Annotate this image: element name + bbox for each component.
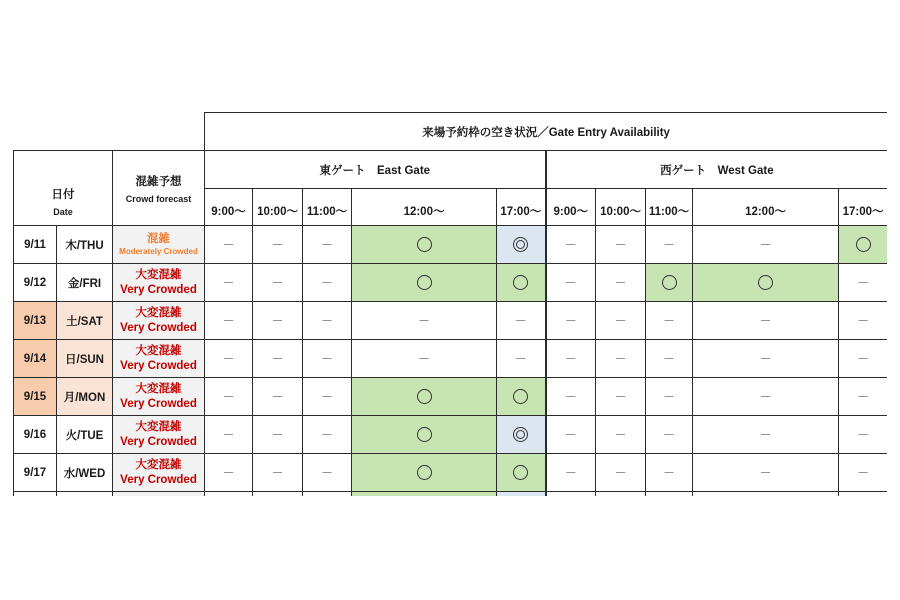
unavailable-dash: －	[564, 428, 577, 442]
unavailable-dash: －	[564, 276, 577, 290]
forecast-en: Very Crowded	[120, 473, 197, 486]
east-slot-cell	[352, 340, 497, 378]
unavailable-dash: －	[271, 238, 284, 252]
east-slot-cell	[253, 378, 303, 416]
west-slot-cell	[646, 264, 693, 302]
unavailable-dash: －	[271, 352, 284, 366]
forecast-jp: 大変混雑	[135, 306, 182, 319]
east-slot-cell	[352, 378, 497, 416]
west-slot-cell	[693, 454, 839, 492]
row-forecast	[113, 378, 205, 416]
west-slot-cell	[693, 492, 839, 497]
west-time-12: 12:00～	[693, 189, 839, 226]
east-slot-cell	[497, 226, 546, 264]
forecast-jp: 大変混雑	[135, 420, 182, 433]
unavailable-dash: －	[857, 466, 870, 480]
east-time-17: 17:00～	[497, 189, 546, 226]
unavailable-dash: －	[614, 314, 627, 328]
unavailable-dash: －	[614, 352, 627, 366]
row-day: 金/FRI	[57, 264, 113, 302]
west-slot-cell	[546, 302, 596, 340]
table-row	[14, 302, 888, 340]
partial-cell	[113, 492, 205, 497]
unavailable-dash: －	[663, 428, 676, 442]
unavailable-dash: －	[321, 390, 334, 404]
date-header	[14, 151, 113, 226]
forecast-en: Very Crowded	[120, 359, 197, 372]
forecast-header-jp: 混雑予想	[135, 175, 182, 188]
west-slot-cell	[546, 340, 596, 378]
west-slot-cell	[596, 378, 646, 416]
row-day: 火/TUE	[57, 416, 113, 454]
row-forecast	[113, 226, 205, 264]
unavailable-dash: －	[564, 352, 577, 366]
east-slot-cell	[205, 454, 253, 492]
unavailable-dash: －	[564, 466, 577, 480]
west-slot-cell	[839, 378, 887, 416]
west-slot-cell	[546, 454, 596, 492]
plenty-double-circle-icon	[513, 237, 528, 252]
row-date: 9/11	[14, 226, 57, 264]
west-slot-cell	[546, 264, 596, 302]
west-slot-cell	[693, 378, 839, 416]
forecast-en: Very Crowded	[120, 321, 197, 334]
unavailable-dash: －	[857, 352, 870, 366]
east-slot-cell	[253, 340, 303, 378]
forecast-header	[113, 151, 205, 226]
east-slot-cell	[253, 302, 303, 340]
west-slot-cell	[596, 454, 646, 492]
unavailable-dash: －	[271, 390, 284, 404]
unavailable-dash: －	[759, 314, 772, 328]
table-row	[14, 264, 888, 302]
forecast-en: Very Crowded	[120, 435, 197, 448]
west-slot-cell	[839, 264, 887, 302]
east-slot-cell	[205, 264, 253, 302]
east-slot-cell	[352, 226, 497, 264]
west-slot-cell	[546, 416, 596, 454]
row-date: 9/15	[14, 378, 57, 416]
west-slot-cell	[646, 378, 693, 416]
row-date: 9/14	[14, 340, 57, 378]
east-slot-cell	[253, 492, 303, 497]
west-slot-cell	[839, 416, 887, 454]
unavailable-dash: －	[759, 428, 772, 442]
unavailable-dash: －	[759, 352, 772, 366]
plenty-double-circle-icon	[513, 427, 528, 442]
east-time-11: 11:00～	[303, 189, 352, 226]
east-slot-cell	[497, 416, 546, 454]
unavailable-dash: －	[271, 314, 284, 328]
east-slot-cell	[352, 492, 497, 497]
west-slot-cell	[596, 302, 646, 340]
west-slot-cell	[839, 302, 887, 340]
east-slot-cell	[205, 340, 253, 378]
west-slot-cell	[839, 492, 887, 497]
unavailable-dash: －	[321, 428, 334, 442]
west-slot-cell	[646, 340, 693, 378]
unavailable-dash: －	[857, 276, 870, 290]
row-day: 水/WED	[57, 454, 113, 492]
east-slot-cell	[497, 264, 546, 302]
row-forecast	[113, 416, 205, 454]
west-time-11: 11:00～	[646, 189, 693, 226]
east-slot-cell	[303, 264, 352, 302]
table-title: 来場予約枠の空き状況／Gate Entry Availability	[205, 113, 887, 151]
unavailable-dash: －	[614, 466, 627, 480]
table-body	[14, 226, 888, 497]
west-time-10: 10:00～	[596, 189, 646, 226]
available-circle-icon	[417, 275, 432, 290]
east-slot-cell	[303, 492, 352, 497]
east-slot-cell	[253, 264, 303, 302]
unavailable-dash: －	[614, 238, 627, 252]
east-slot-cell	[497, 302, 546, 340]
east-slot-cell	[352, 264, 497, 302]
row-date: 9/12	[14, 264, 57, 302]
unavailable-dash: －	[418, 352, 431, 366]
west-slot-cell	[596, 340, 646, 378]
east-slot-cell	[205, 492, 253, 497]
west-slot-cell	[646, 302, 693, 340]
unavailable-dash: －	[857, 428, 870, 442]
available-circle-icon	[856, 237, 871, 252]
west-slot-cell	[546, 492, 596, 497]
unavailable-dash: －	[514, 314, 527, 328]
unavailable-dash: －	[418, 314, 431, 328]
available-circle-icon	[417, 427, 432, 442]
available-circle-icon	[758, 275, 773, 290]
row-day: 土/SAT	[57, 302, 113, 340]
east-slot-cell	[352, 302, 497, 340]
east-slot-cell	[303, 454, 352, 492]
unavailable-dash: －	[271, 276, 284, 290]
west-slot-cell	[596, 492, 646, 497]
west-slot-cell	[693, 226, 839, 264]
table-row	[14, 416, 888, 454]
unavailable-dash: －	[663, 238, 676, 252]
unavailable-dash: －	[222, 428, 235, 442]
east-slot-cell	[205, 378, 253, 416]
east-slot-cell	[253, 416, 303, 454]
west-slot-cell	[693, 264, 839, 302]
west-slot-cell	[546, 226, 596, 264]
available-circle-icon	[417, 237, 432, 252]
east-slot-cell	[352, 454, 497, 492]
availability-sheet	[13, 112, 887, 496]
unavailable-dash: －	[321, 314, 334, 328]
west-slot-cell	[596, 226, 646, 264]
west-slot-cell	[646, 492, 693, 497]
forecast-en: Very Crowded	[120, 283, 197, 296]
east-slot-cell	[253, 226, 303, 264]
partial-cell	[14, 492, 57, 497]
row-day: 日/SUN	[57, 340, 113, 378]
row-date: 9/13	[14, 302, 57, 340]
east-slot-cell	[497, 454, 546, 492]
table-row-partial	[14, 492, 888, 497]
available-circle-icon	[662, 275, 677, 290]
table-row	[14, 454, 888, 492]
east-time-10: 10:00～	[253, 189, 303, 226]
unavailable-dash: －	[759, 466, 772, 480]
east-slot-cell	[253, 454, 303, 492]
available-circle-icon	[513, 389, 528, 404]
unavailable-dash: －	[663, 390, 676, 404]
unavailable-dash: －	[222, 352, 235, 366]
forecast-jp: 大変混雑	[135, 458, 182, 471]
table-row	[14, 378, 888, 416]
unavailable-dash: －	[271, 428, 284, 442]
available-circle-icon	[417, 465, 432, 480]
unavailable-dash: －	[759, 238, 772, 252]
west-gate-header: 西ゲート West Gate	[546, 151, 887, 189]
forecast-jp: 大変混雑	[135, 344, 182, 357]
east-slot-cell	[205, 302, 253, 340]
west-slot-cell	[646, 416, 693, 454]
row-forecast	[113, 264, 205, 302]
west-slot-cell	[693, 340, 839, 378]
unavailable-dash: －	[614, 428, 627, 442]
east-time-9: 9:00～	[205, 189, 253, 226]
unavailable-dash: －	[564, 238, 577, 252]
unavailable-dash: －	[222, 238, 235, 252]
unavailable-dash: －	[614, 276, 627, 290]
west-slot-cell	[839, 226, 887, 264]
unavailable-dash: －	[321, 466, 334, 480]
row-forecast	[113, 340, 205, 378]
date-header-en: Date	[53, 206, 73, 217]
availability-table	[13, 112, 887, 496]
west-slot-cell	[596, 264, 646, 302]
unavailable-dash: －	[321, 276, 334, 290]
east-time-12: 12:00～	[352, 189, 497, 226]
east-slot-cell	[352, 416, 497, 454]
unavailable-dash: －	[321, 238, 334, 252]
unavailable-dash: －	[857, 390, 870, 404]
unavailable-dash: －	[663, 314, 676, 328]
west-time-17: 17:00～	[839, 189, 887, 226]
east-slot-cell	[497, 378, 546, 416]
west-slot-cell	[839, 454, 887, 492]
row-forecast	[113, 454, 205, 492]
unavailable-dash: －	[222, 276, 235, 290]
west-slot-cell	[839, 340, 887, 378]
forecast-en: Very Crowded	[120, 397, 197, 410]
forecast-jp: 混雑	[147, 232, 171, 245]
east-slot-cell	[497, 340, 546, 378]
forecast-en: Moderately Crowded	[119, 246, 198, 256]
west-slot-cell	[596, 416, 646, 454]
east-slot-cell	[303, 302, 352, 340]
forecast-header-en: Crowd forecast	[125, 193, 192, 204]
east-slot-cell	[205, 226, 253, 264]
unavailable-dash: －	[759, 390, 772, 404]
west-slot-cell	[646, 226, 693, 264]
west-slot-cell	[646, 454, 693, 492]
unavailable-dash: －	[663, 466, 676, 480]
row-forecast	[113, 302, 205, 340]
unavailable-dash: －	[222, 390, 235, 404]
west-slot-cell	[693, 302, 839, 340]
unavailable-dash: －	[321, 352, 334, 366]
row-date: 9/17	[14, 454, 57, 492]
east-gate-header: 東ゲート East Gate	[205, 151, 546, 189]
west-slot-cell	[693, 416, 839, 454]
available-circle-icon	[513, 465, 528, 480]
east-slot-cell	[205, 416, 253, 454]
table-row	[14, 226, 888, 264]
unavailable-dash: －	[614, 390, 627, 404]
forecast-jp: 大変混雑	[135, 382, 182, 395]
corner-blank	[14, 113, 205, 151]
date-header-jp: 日付	[51, 188, 75, 201]
unavailable-dash: －	[271, 466, 284, 480]
east-slot-cell	[303, 416, 352, 454]
unavailable-dash: －	[564, 390, 577, 404]
unavailable-dash: －	[857, 314, 870, 328]
east-slot-cell	[303, 378, 352, 416]
west-slot-cell	[546, 378, 596, 416]
unavailable-dash: －	[222, 466, 235, 480]
partial-cell	[57, 492, 113, 497]
unavailable-dash: －	[564, 314, 577, 328]
forecast-jp: 大変混雑	[135, 268, 182, 281]
unavailable-dash: －	[663, 352, 676, 366]
row-date: 9/16	[14, 416, 57, 454]
table-row	[14, 340, 888, 378]
available-circle-icon	[417, 389, 432, 404]
east-slot-cell	[303, 226, 352, 264]
east-slot-cell	[303, 340, 352, 378]
unavailable-dash: －	[514, 352, 527, 366]
row-day: 月/MON	[57, 378, 113, 416]
unavailable-dash: －	[222, 314, 235, 328]
west-time-9: 9:00～	[546, 189, 596, 226]
east-slot-cell	[497, 492, 546, 497]
available-circle-icon	[513, 275, 528, 290]
row-day: 木/THU	[57, 226, 113, 264]
